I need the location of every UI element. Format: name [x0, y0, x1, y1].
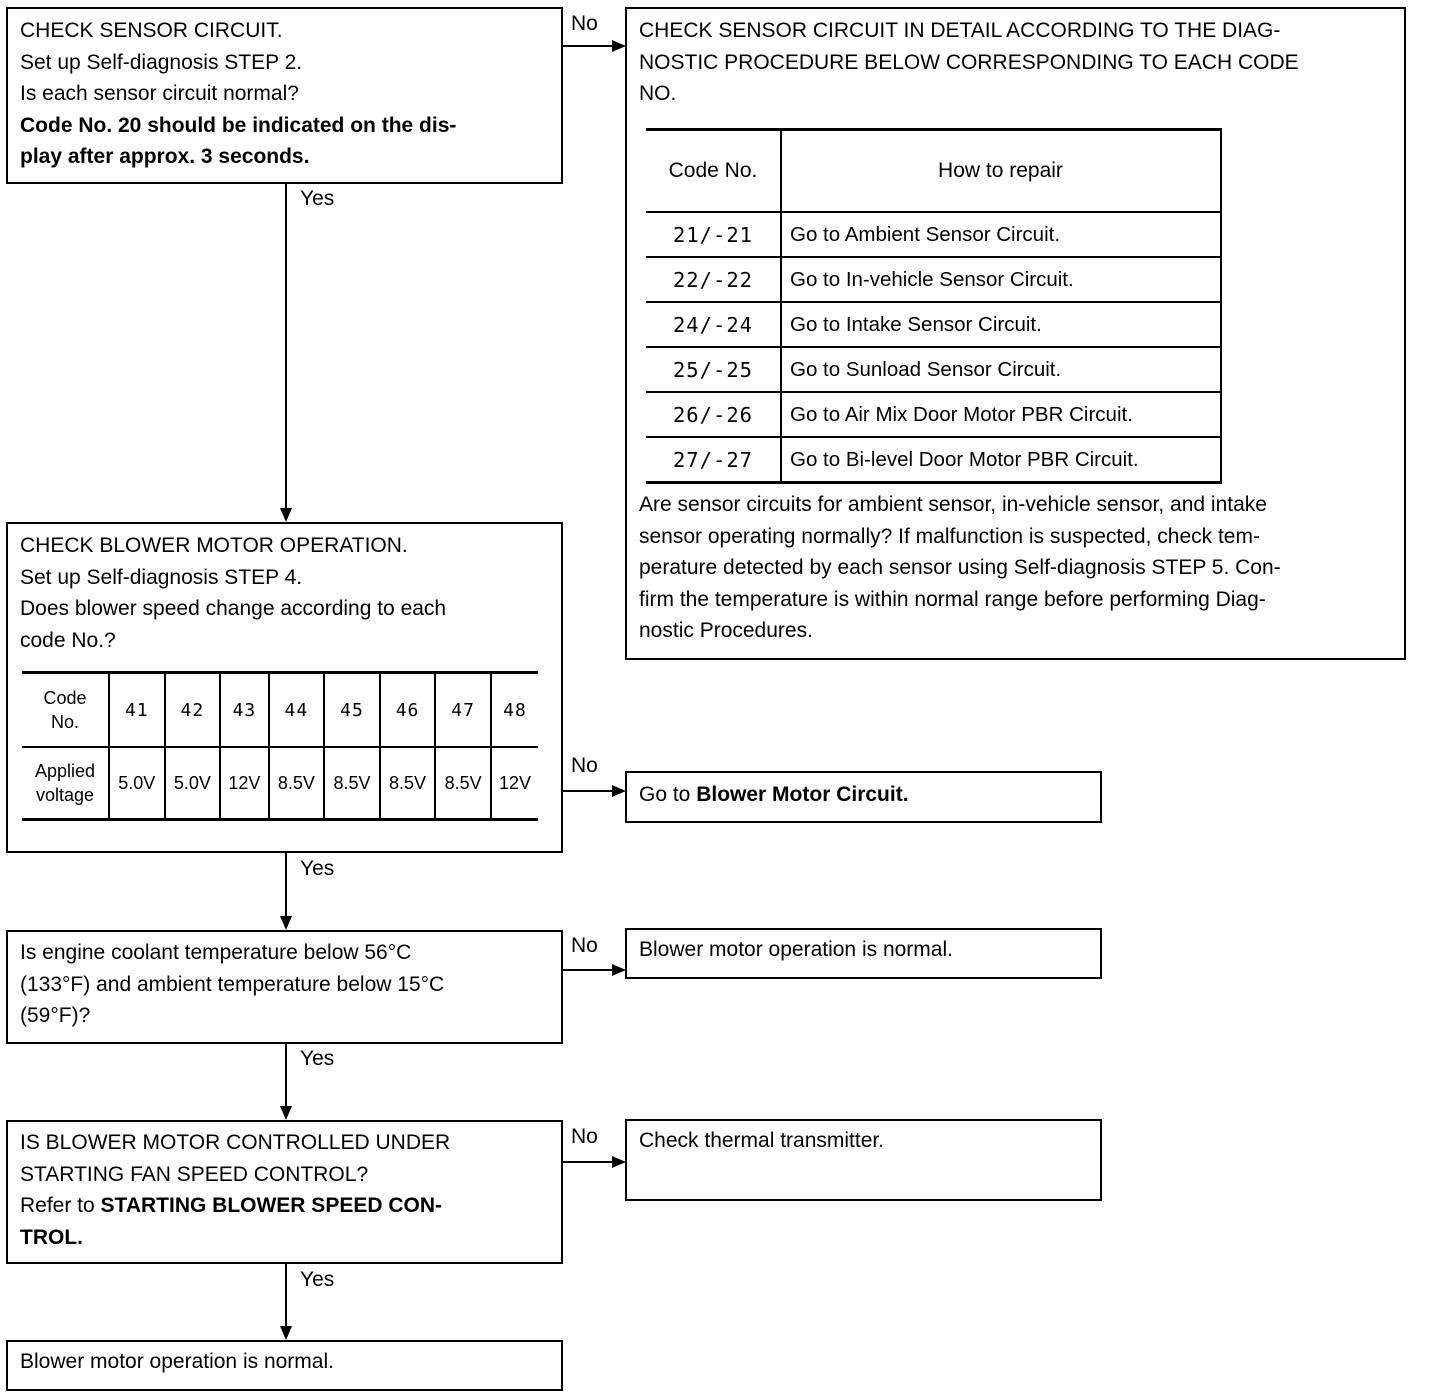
detail-title-3: NO. — [639, 82, 677, 105]
repair-action: Go to Bi-level Door Motor PBR Circuit. — [781, 437, 1221, 483]
applied-voltage: 12V — [491, 747, 538, 820]
detail-note-line: firm the temperature is within normal range before performing Diag- — [639, 587, 1266, 611]
blower-circuit-link: Blower Motor Circuit. — [696, 783, 909, 806]
code-no-label — [22, 673, 109, 748]
yes-arrowhead-3 — [280, 1106, 292, 1120]
yes-label-1: Yes — [300, 187, 335, 210]
table-row — [646, 212, 1221, 257]
applied-voltage: 5.0V — [109, 747, 165, 820]
yes-label-2: Yes — [300, 857, 335, 880]
no-label-3: No — [571, 934, 598, 957]
blower-code: 47 — [435, 673, 491, 748]
applied-voltage: 8.5V — [269, 747, 325, 820]
repair-table — [646, 128, 1222, 484]
detail-title-2: NOSTIC PROCEDURE BELOW CORRESPONDING TO EACH CODE — [639, 50, 1299, 74]
repair-code: 27/-27 — [646, 437, 781, 483]
thermal-transmitter-text: Check thermal transmitter. — [639, 1129, 885, 1152]
voltage-label-a: Applied — [34, 761, 96, 781]
box3-line-2: (133°F) and ambient temperature below 15°C — [20, 972, 445, 996]
yes-arrowhead-1 — [280, 508, 292, 522]
box1-title: CHECK SENSOR CIRCUIT. — [20, 19, 283, 42]
detail-title-1: CHECK SENSOR CIRCUIT IN DETAIL ACCORDING TO THE DIAG- — [639, 19, 1281, 42]
blower-circuit-prefix: Go to — [639, 783, 697, 806]
no-arrowhead-2 — [612, 785, 626, 797]
code-label-a: Code — [43, 688, 87, 708]
box3-line-1: Is engine coolant temperature below 56°C — [20, 941, 412, 964]
box2-title: CHECK BLOWER MOTOR OPERATION. — [20, 534, 408, 557]
repair-action: Go to Ambient Sensor Circuit. — [781, 212, 1221, 257]
repair-code: 24/-24 — [646, 302, 781, 347]
yes-label-4: Yes — [300, 1268, 335, 1291]
blower-code: 42 — [165, 673, 221, 748]
applied-voltage: 5.0V — [165, 747, 221, 820]
no-label-2: No — [571, 754, 598, 777]
table-row — [646, 257, 1221, 302]
box3-line-3: (59°F)? — [20, 1004, 91, 1027]
repair-code: 21/-21 — [646, 212, 781, 257]
box2-question-1: Does blower speed change according to each — [20, 597, 447, 620]
blower-code: 41 — [109, 673, 165, 748]
box4-line-1: IS BLOWER MOTOR CONTROLLED UNDER — [20, 1131, 451, 1154]
no-arrowhead-1 — [612, 40, 626, 52]
voltage-label-b: voltage — [35, 785, 95, 805]
box1-question: Is each sensor circuit normal? — [20, 82, 299, 105]
no-arrowhead-3 — [612, 964, 626, 976]
coolant-temperature-box — [6, 930, 563, 1044]
code-label-b: No. — [50, 712, 79, 732]
box2-step: Set up Self-diagnosis STEP 4. — [20, 565, 303, 589]
blower-code: 48 — [491, 673, 538, 748]
applied-voltage: 8.5V — [435, 747, 491, 820]
thermal-transmitter-box — [625, 1119, 1102, 1201]
box1-note-2: play after approx. 3 seconds. — [20, 145, 310, 168]
table-row — [22, 673, 538, 748]
table-row — [646, 392, 1221, 437]
table-row — [22, 747, 538, 820]
applied-voltage: 12V — [220, 747, 268, 820]
blower-motor-circuit-box — [625, 771, 1102, 823]
box4-reference-1: STARTING BLOWER SPEED CON- — [100, 1194, 442, 1217]
applied-voltage: 8.5V — [324, 747, 380, 820]
applied-voltage: 8.5V — [380, 747, 436, 820]
detail-note-line: Are sensor circuits for ambient sensor, in-vehicle sensor, and intake — [639, 493, 1267, 516]
blower-code: 45 — [324, 673, 380, 748]
check-sensor-circuit-box — [6, 7, 563, 184]
yes-arrowhead-4 — [280, 1326, 292, 1340]
repair-header-repair: How to repair — [781, 130, 1221, 213]
repair-header-code: Code No. — [646, 130, 781, 213]
repair-code: 25/-25 — [646, 347, 781, 392]
detail-note — [639, 489, 1281, 647]
repair-code: 22/-22 — [646, 257, 781, 302]
table-row — [646, 347, 1221, 392]
starting-fan-speed-box — [6, 1120, 563, 1264]
detail-note-line: sensor operating normally? If malfunction is suspected, check tem- — [639, 524, 1260, 548]
blower-normal-text-1: Blower motor operation is normal. — [639, 938, 953, 961]
blower-code: 46 — [380, 673, 436, 748]
voltage-table — [22, 671, 538, 821]
box1-step: Set up Self-diagnosis STEP 2. — [20, 50, 303, 74]
repair-action: Go to In-vehicle Sensor Circuit. — [781, 257, 1221, 302]
detail-note-line: perature detected by each sensor using Self-diagnosis STEP 5. Con- — [639, 556, 1281, 579]
blower-normal-box-2 — [6, 1340, 563, 1391]
blower-normal-box-1 — [625, 928, 1102, 979]
repair-action: Go to Intake Sensor Circuit. — [781, 302, 1221, 347]
applied-voltage-label — [22, 747, 109, 820]
yes-label-3: Yes — [300, 1047, 335, 1070]
box1-note-1: Code No. 20 should be indicated on the dis- — [20, 113, 457, 137]
blower-normal-text-2: Blower motor operation is normal. — [20, 1350, 334, 1373]
no-label-1: No — [571, 12, 598, 35]
blower-code: 43 — [220, 673, 268, 748]
table-row — [646, 437, 1221, 483]
repair-action: Go to Air Mix Door Motor PBR Circuit. — [781, 392, 1221, 437]
box4-line-2: STARTING FAN SPEED CONTROL? — [20, 1162, 369, 1186]
no-arrowhead-4 — [612, 1156, 626, 1168]
repair-code: 26/-26 — [646, 392, 781, 437]
blower-code: 44 — [269, 673, 325, 748]
box4-refer: Refer to — [20, 1194, 101, 1217]
detail-note-line: nostic Procedures. — [639, 619, 813, 642]
yes-arrowhead-2 — [280, 916, 292, 930]
table-row — [646, 302, 1221, 347]
box4-reference-2: TROL. — [20, 1225, 83, 1249]
repair-action: Go to Sunload Sensor Circuit. — [781, 347, 1221, 392]
no-label-4: No — [571, 1125, 598, 1148]
box2-question-2: code No.? — [20, 628, 116, 652]
